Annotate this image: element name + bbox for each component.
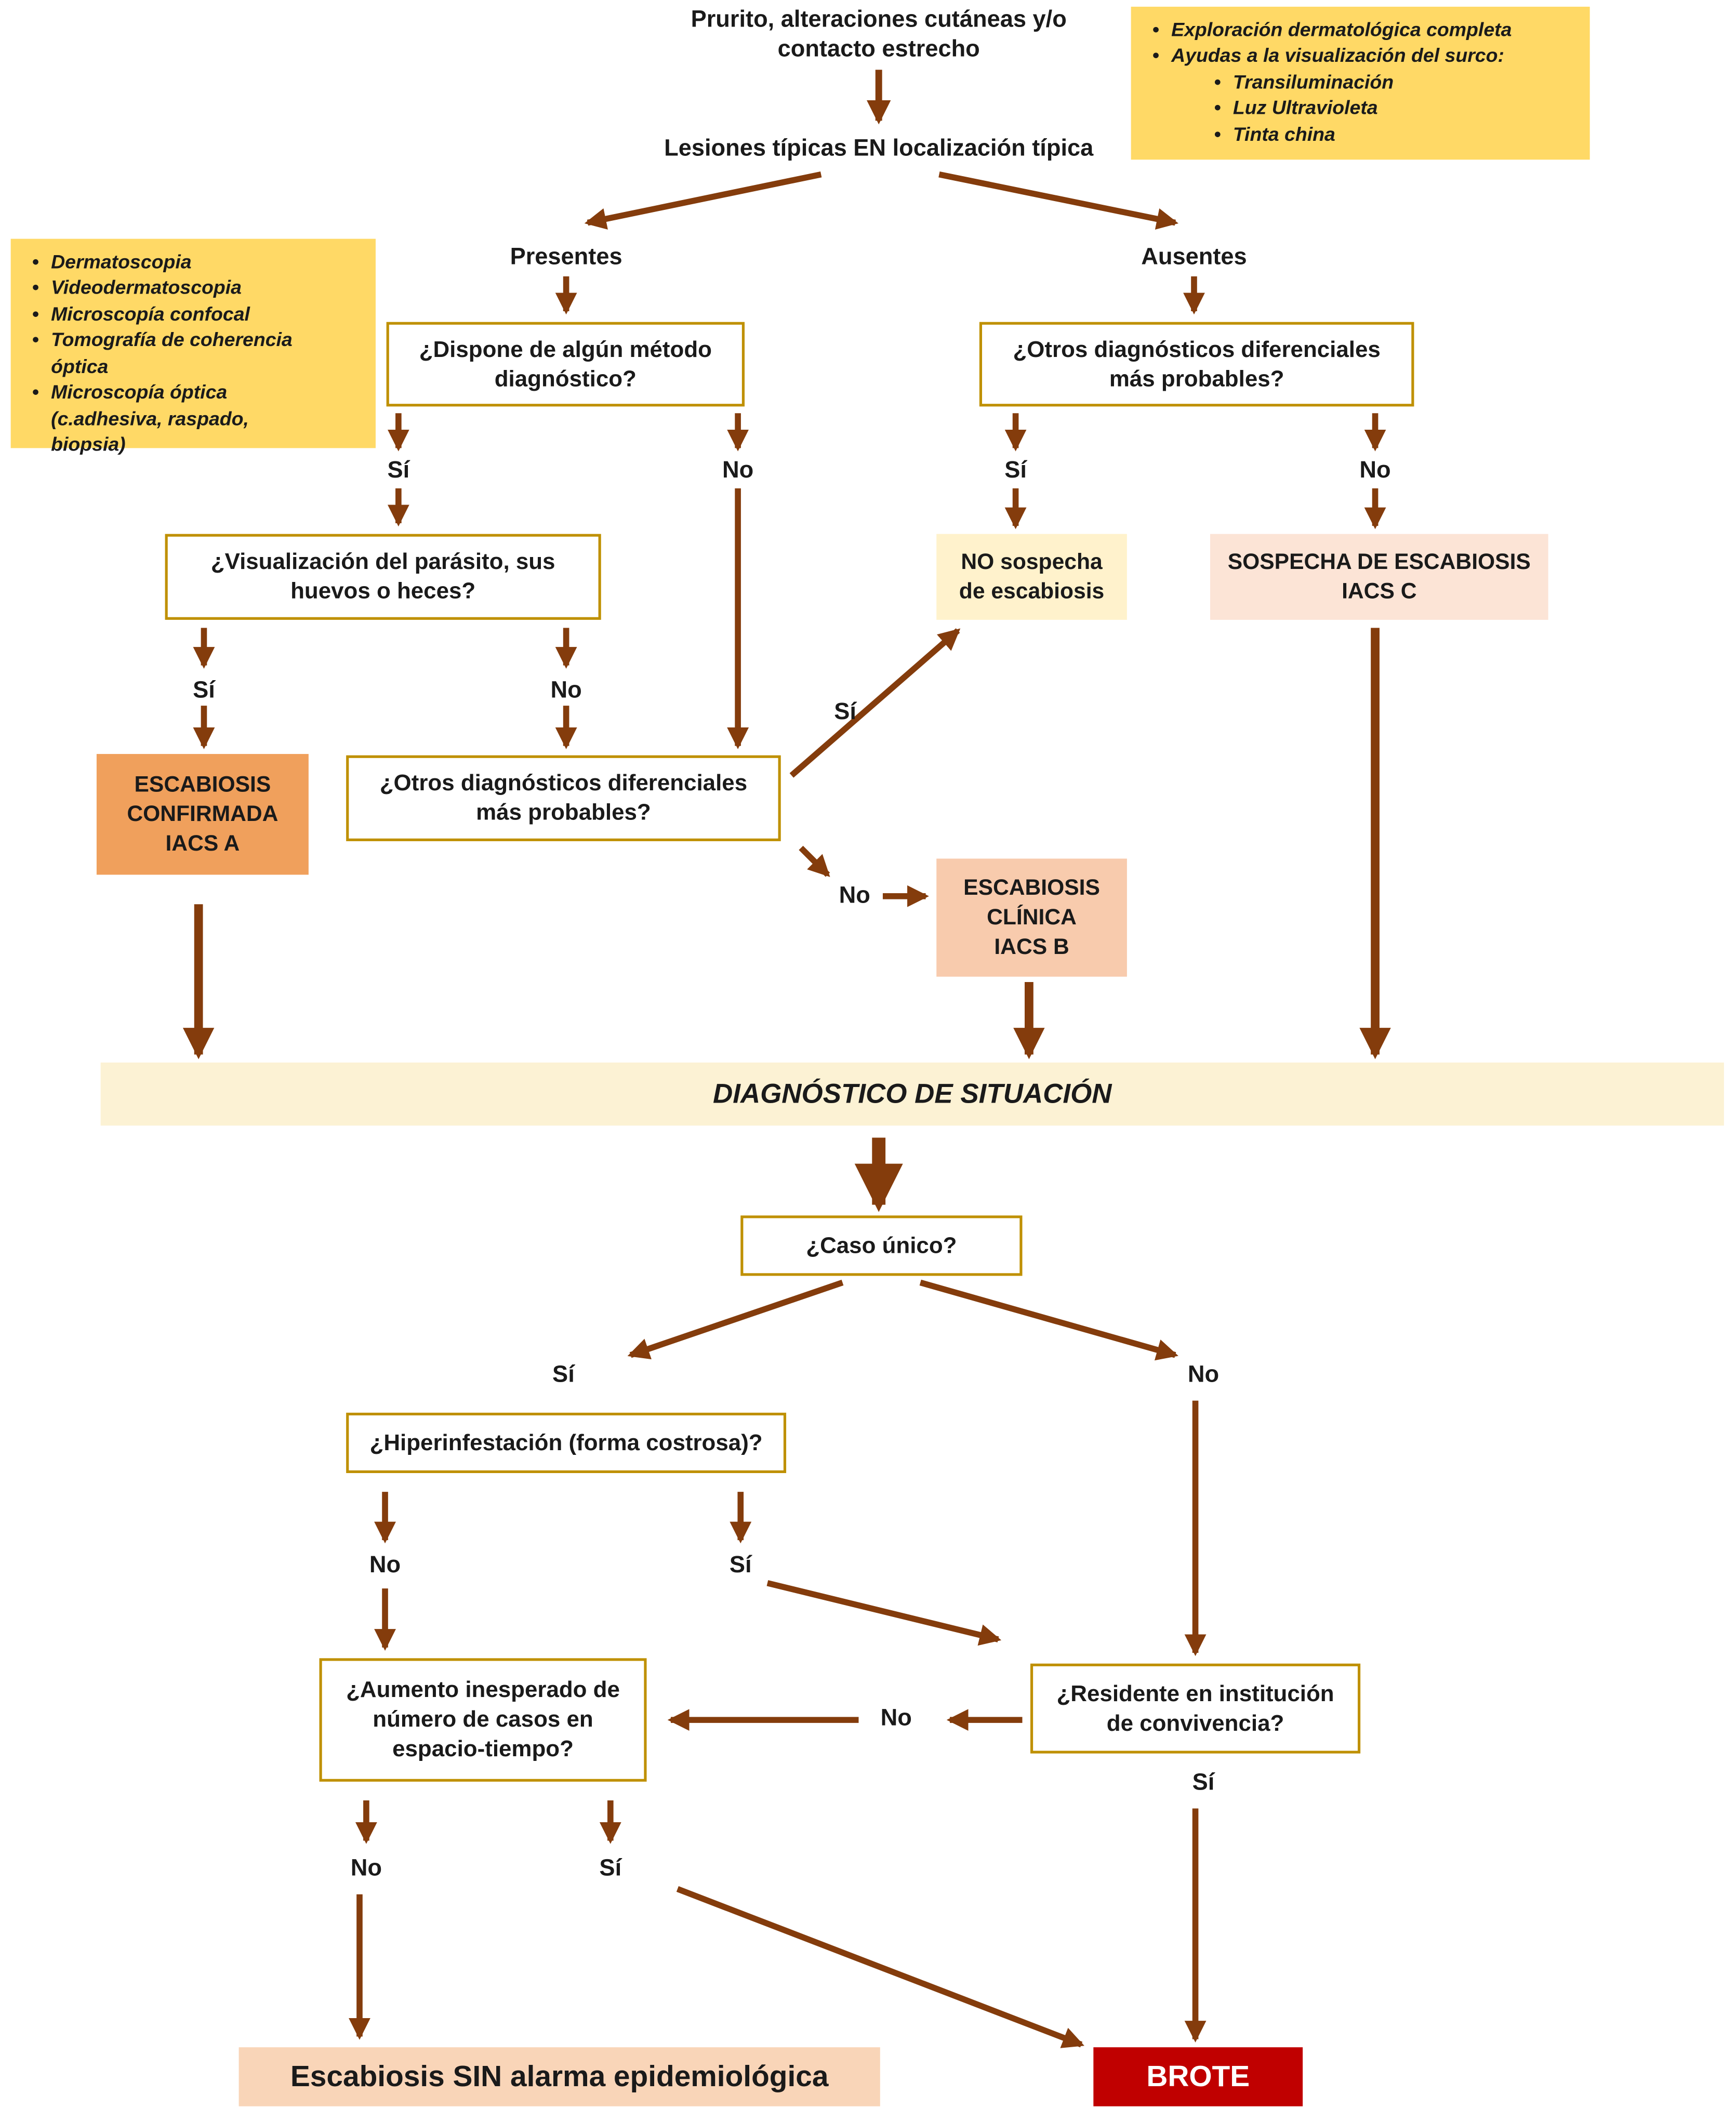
presentes-label: Presentes — [510, 243, 622, 270]
bullet-item — [1144, 45, 1576, 71]
bullet-icon: • — [32, 330, 39, 352]
question-hyperinfestation: ¿Hiperinfestación (forma costrosa)? — [346, 1413, 786, 1473]
methods-item: Videodermatoscopia — [51, 278, 242, 300]
lesions-node: Lesiones típicas EN localización típica — [664, 134, 1094, 161]
arrow-single-case-to-no — [920, 1282, 1175, 1355]
label-si-otherdx-center: Sí — [834, 697, 857, 725]
bullet-icon: • — [1214, 98, 1221, 120]
bullet-icon: • — [32, 304, 39, 326]
aids-subitem: Transiluminación — [1233, 72, 1394, 94]
methods-item: Dermatoscopia — [51, 252, 192, 274]
question-resident-institution: ¿Residente en institución de convivencia? — [1030, 1664, 1360, 1754]
aids-subitem: Tinta china — [1233, 124, 1335, 146]
arrow-lesions-to-presentes — [588, 175, 821, 223]
bullet-icon: • — [32, 252, 39, 274]
outcome-line: SOSPECHA DE ESCABIOSIS — [1227, 549, 1531, 574]
outcome-no-suspicion — [936, 534, 1127, 620]
label-si-hyper: Sí — [729, 1550, 752, 1578]
aids-list — [1144, 19, 1576, 149]
bullet-item — [24, 251, 362, 277]
bullet-item — [1206, 123, 1576, 149]
bullet-item — [1144, 19, 1576, 45]
label-si-method: Sí — [387, 456, 410, 483]
outcome-line: de escabiosis — [959, 579, 1105, 604]
start-node: Prurito, alteraciones cutáneas y/o contacto estrecho — [691, 5, 1067, 62]
outcome-line: IACS C — [1342, 579, 1417, 604]
label-no-otherdx-right: No — [1359, 456, 1391, 483]
label-si-visualization: Sí — [193, 676, 215, 703]
label-si-resident: Sí — [1192, 1768, 1215, 1795]
label-si-otherdx-right: Sí — [1004, 456, 1027, 483]
outcome-no-epidemiological-alarm: Escabiosis SIN alarma epidemiológica — [239, 2047, 880, 2106]
bullet-icon: • — [32, 382, 39, 404]
methods-item: Tomografía de coherencia óptica — [51, 330, 293, 378]
bullet-icon: • — [1214, 124, 1221, 146]
bullet-icon: • — [32, 278, 39, 300]
label-no-resident: No — [880, 1704, 912, 1731]
bullet-icon: • — [1214, 72, 1221, 94]
label-no-method: No — [722, 456, 754, 483]
outcome-line: CLÍNICA — [987, 905, 1077, 930]
situation-diagnosis-band: DIAGNÓSTICO DE SITUACIÓN — [101, 1063, 1724, 1125]
visualization-aids-info-box — [1131, 7, 1590, 160]
diagnostic-methods-info-box — [11, 239, 376, 456]
outcome-line: ESCABIOSIS — [134, 772, 271, 797]
arrow-otherdx-center-to-no-label — [801, 848, 828, 875]
label-si-increase: Sí — [599, 1854, 622, 1881]
question-method-available: ¿Dispone de algún método diagnóstico? — [387, 322, 745, 407]
aids-item: Exploración dermatológica completa — [1171, 20, 1512, 42]
question-other-diagnoses-center: ¿Otros diagnósticos diferenciales más probables? — [346, 755, 781, 841]
aids-subitem: Luz Ultravioleta — [1233, 98, 1378, 120]
question-other-diagnoses-right: ¿Otros diagnósticos diferenciales más probables? — [979, 322, 1414, 407]
label-no-single-case: No — [1187, 1360, 1220, 1387]
methods-item: Microscopía óptica (c.adhesiva, raspado, biopsia) — [51, 382, 249, 456]
arrow-lesions-to-ausentes — [939, 175, 1175, 223]
methods-list — [24, 251, 362, 459]
question-unexpected-increase: ¿Aumento inesperado de número de casos en espacio-tiempo? — [320, 1658, 647, 1782]
bullet-item — [24, 381, 362, 459]
question-single-case: ¿Caso único? — [740, 1215, 1022, 1276]
question-parasite-visualization: ¿Visualización del parásito, sus huevos o heces? — [165, 534, 601, 620]
arrow-single-case-to-si — [631, 1282, 843, 1355]
outcome-line: NO sospecha — [961, 549, 1103, 574]
outcome-suspicion-iacs-c — [1210, 534, 1548, 620]
label-no-hyper: No — [369, 1550, 401, 1578]
aids-sublist — [1206, 71, 1576, 149]
bullet-icon: • — [1152, 20, 1160, 42]
ausentes-label: Ausentes — [1141, 243, 1247, 270]
label-no-increase: No — [350, 1854, 382, 1881]
outcome-line: IACS B — [994, 935, 1069, 960]
outcome-line: ESCABIOSIS — [963, 875, 1100, 900]
label-no-otherdx-center: No — [839, 881, 870, 909]
label-no-visualization: No — [550, 676, 582, 703]
outcome-clinical-iacs-b — [936, 858, 1127, 976]
bullet-icon: • — [1152, 46, 1160, 68]
arrow-si-to-outbreak — [678, 1889, 1081, 2045]
aids-item: Ayudas a la visualización del surco: — [1171, 46, 1504, 68]
bullet-item — [24, 277, 362, 303]
bullet-item — [24, 303, 362, 329]
outcome-line: IACS A — [165, 832, 240, 856]
methods-item: Microscopía confocal — [51, 304, 250, 326]
outcome-outbreak: BROTE — [1093, 2047, 1303, 2106]
bullet-item — [24, 329, 362, 381]
bullet-item — [1206, 97, 1576, 123]
label-si-single-case: Sí — [552, 1360, 575, 1387]
bullet-item — [1206, 71, 1576, 97]
outcome-confirmed-iacs-a — [97, 754, 309, 874]
arrow-si-to-resident — [767, 1583, 998, 1639]
arrow-otherdx-center-to-no-suspicion — [791, 631, 958, 776]
outcome-line: CONFIRMADA — [127, 802, 279, 827]
